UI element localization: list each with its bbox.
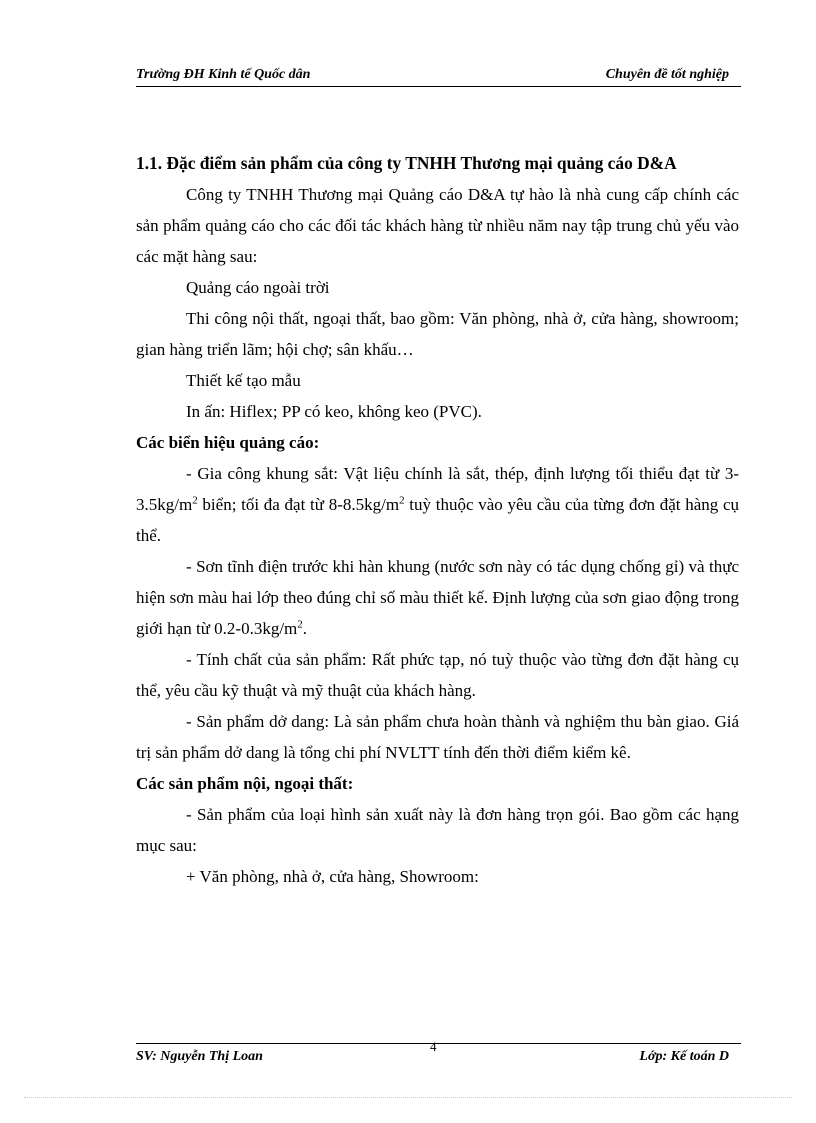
footer-class: Lớp: Kế toán D (639, 1049, 729, 1064)
page-number: 4 (430, 1039, 437, 1054)
frame-text-1: - Gia công khung sắt: Vật liệu chính là sắt, thép, định lượng tối thiểu đạt từ 3-3.5kg/m (136, 464, 739, 514)
page-content (136, 148, 739, 892)
section-title: 1.1. Đặc điểm sản phẩm của công ty TNHH Thương mại quảng cáo D&A (136, 153, 677, 173)
heading-signboards: Các biển hiệu quảng cáo: (136, 433, 320, 452)
item-interior-construction: Thi công nội thất, ngoại thất, bao gồm: Văn phòng, nhà ở, cửa hàng, showroom; gian hàng triển lãm; hội chợ; sân khấu… (136, 309, 739, 359)
heading-interior-products: Các sản phẩm nội, ngoại thất: (136, 774, 354, 793)
paragraph-frame (136, 458, 739, 551)
item-design: Thiết kế tạo mẫu (186, 371, 301, 390)
superscript: 2 (297, 618, 303, 631)
paint-text-2: . (302, 619, 308, 638)
footer-student: SV: Nguyễn Thị Loan (136, 1049, 263, 1064)
list-item-office: + Văn phòng, nhà ở, cửa hàng, Showroom: (186, 867, 479, 886)
paragraph-intro: Công ty TNHH Thương mại Quảng cáo D&A tự hào là nhà cung cấp chính các sản phẩm quảng cáo cho các đối tác khách hàng từ nhiều năm nay tập trung chủ yếu vào các mặt hàng sau: (136, 185, 739, 266)
header-doc-type: Chuyên đề tốt nghiệp (605, 67, 729, 82)
item-outdoor-ads: Quảng cáo ngoài trời (186, 278, 330, 297)
frame-text-3: tuỳ thuộc vào yêu cầu của từng đơn đặt hàng cụ thể. (136, 495, 739, 545)
page-header (136, 64, 741, 87)
paint-text-1: - Sơn tĩnh điện trước khi hàn khung (nước sơn này có tác dụng chống gỉ) và thực hiện sơn màu hai lớp theo đúng chỉ số màu thiết kế. Định lượng của sơn giao động trong giới hạn từ 0.2-0.3kg/m (136, 557, 739, 638)
paragraph-package: - Sản phẩm của loại hình sản xuất này là đơn hàng trọn gói. Bao gồm các hạng mục sau: (136, 805, 739, 855)
paragraph-product-nature: - Tính chất của sản phẩm: Rất phức tạp, nó tuỳ thuộc vào từng đơn đặt hàng cụ thể, yêu cầu kỹ thuật và mỹ thuật của khách hàng. (136, 650, 739, 700)
item-printing: In ấn: Hiflex; PP có keo, không keo (PVC). (186, 402, 482, 421)
page-bottom-divider (24, 1097, 792, 1098)
superscript: 2 (192, 494, 198, 507)
paragraph-wip: - Sản phẩm dở dang: Là sản phẩm chưa hoàn thành và nghiệm thu bàn giao. Giá trị sản phẩm dở dang là tổng chi phí NVLTT tính đến thời điểm kiểm kê. (136, 712, 739, 762)
page-footer (136, 1039, 741, 1070)
header-school: Trường ĐH Kinh tế Quốc dân (136, 67, 311, 82)
superscript: 2 (399, 494, 405, 507)
paragraph-paint (136, 551, 739, 644)
frame-text-2: biển; tối đa đạt từ 8-8.5kg/m (197, 495, 400, 514)
